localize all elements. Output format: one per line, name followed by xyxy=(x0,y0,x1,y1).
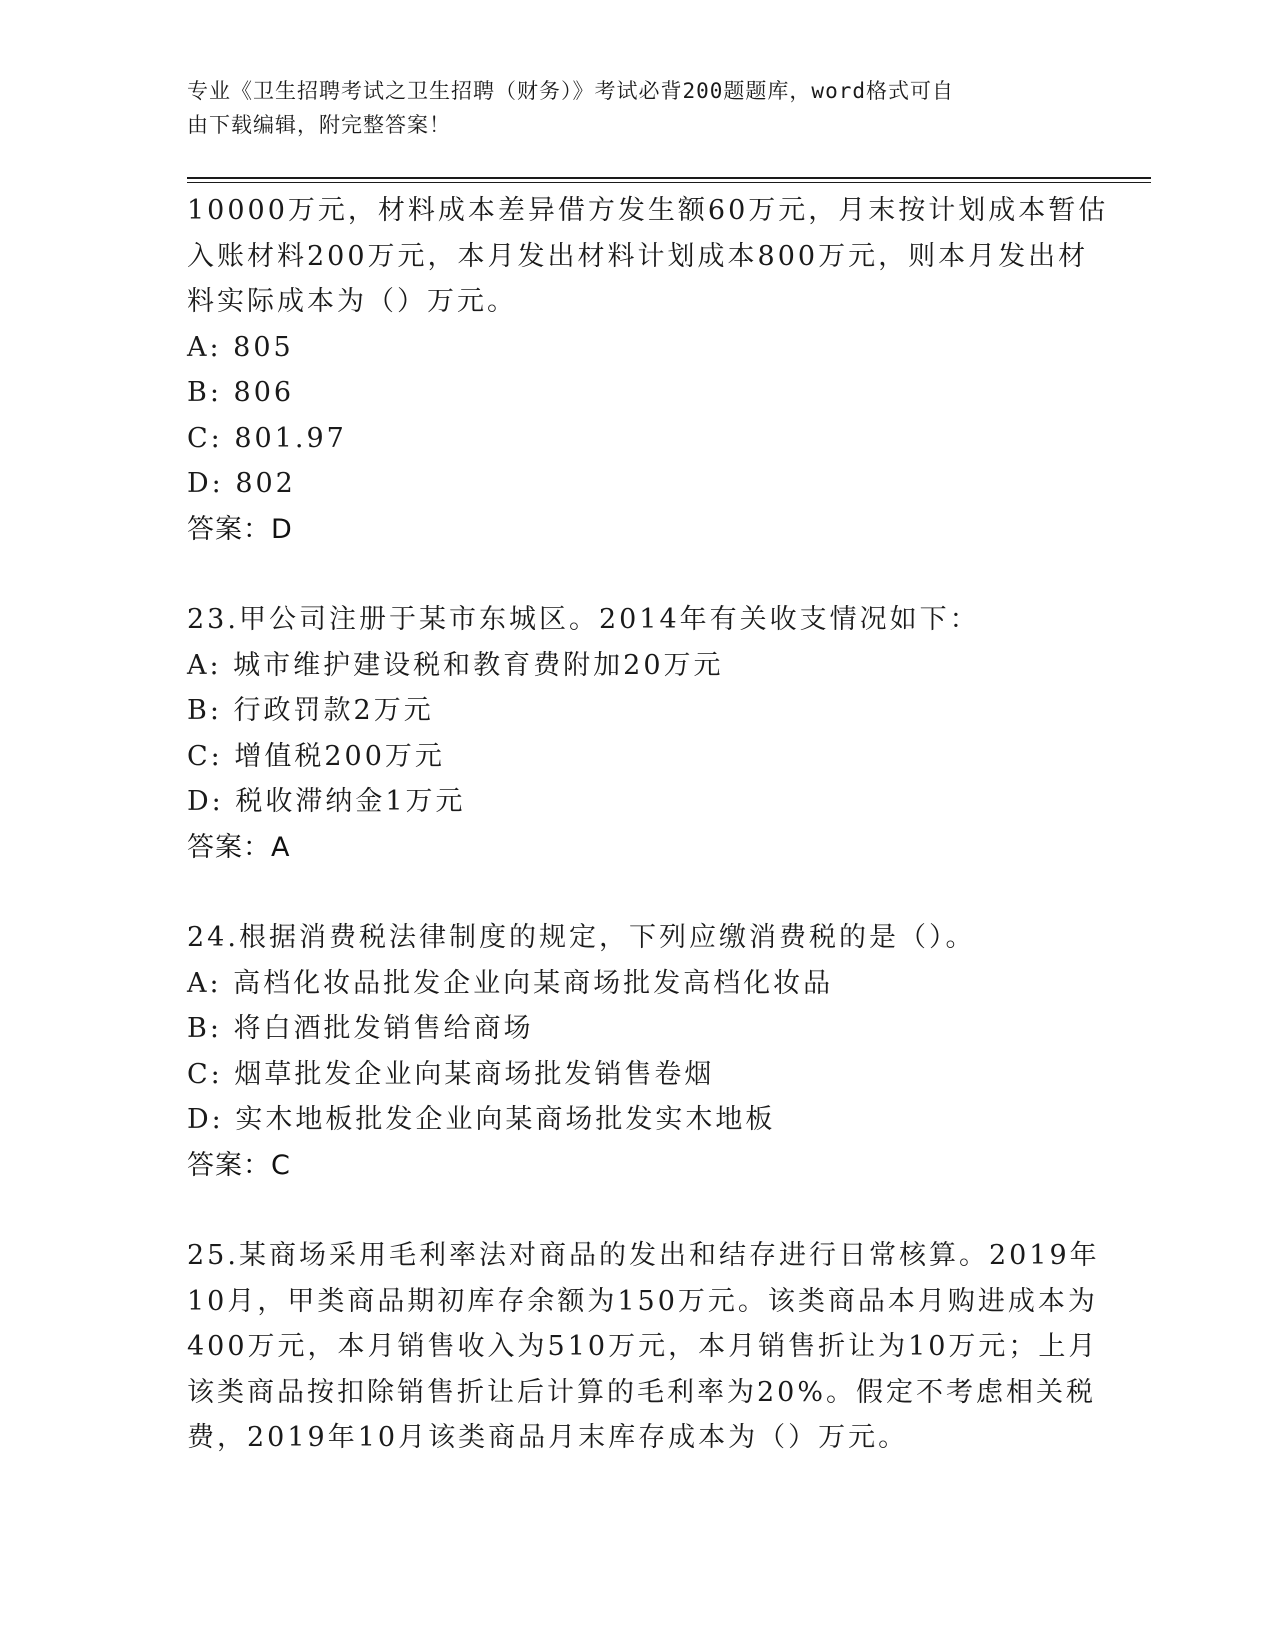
question-22-option-a: A: 805 xyxy=(187,331,294,363)
question-25-text-line-3: 400万元，本月销售收入为510万元，本月销售折让为10万元；上月 xyxy=(187,1331,1099,1362)
question-23-option-d: D: 税收滞纳金1万元 xyxy=(187,786,466,817)
document-header xyxy=(187,74,1067,142)
question-24-option-b: B: 将白酒批发销售给商场 xyxy=(187,1013,534,1044)
spacer xyxy=(187,552,1067,597)
question-25-text-line-4: 该类商品按扣除销售折让后计算的毛利率为20%。假定不考虑相关税 xyxy=(187,1376,1097,1408)
question-22-text-line-2: 入账材料200万元，本月发出材料计划成本800万元，则本月发出材 xyxy=(187,240,1089,272)
question-22 xyxy=(187,188,1109,552)
header-divider-thin xyxy=(187,182,1151,183)
question-22-text-line-3: 料实际成本为（）万元。 xyxy=(187,286,517,317)
question-24-option-d: D: 实木地板批发企业向某商场批发实木地板 xyxy=(187,1104,776,1135)
question-22-option-b: B: 806 xyxy=(187,377,295,408)
question-23-text: 23.甲公司注册于某市东城区。2014年有关收支情况如下： xyxy=(187,604,980,635)
spacer xyxy=(187,870,1067,915)
header-divider-thick xyxy=(187,177,1151,179)
question-24-text: 24.根据消费税法律制度的规定，下列应缴消费税的是（）。 xyxy=(187,922,976,953)
question-22-answer: 答案：D xyxy=(187,513,293,545)
question-22-option-d: D: 802 xyxy=(187,468,296,499)
question-24-option-a: A: 高档化妆品批发企业向某商场批发高档化妆品 xyxy=(187,967,834,999)
question-23 xyxy=(187,597,1067,870)
question-23-option-b: B: 行政罚款2万元 xyxy=(187,695,434,726)
header-line-1: 专业《卫生招聘考试之卫生招聘（财务）》考试必背200题题库，word格式可自 xyxy=(187,79,954,103)
header-line-2: 由下载编辑，附完整答案！ xyxy=(187,113,451,137)
question-24-answer: 答案：C xyxy=(187,1149,291,1181)
spacer xyxy=(187,1188,1067,1233)
question-24 xyxy=(187,915,1067,1188)
question-25 xyxy=(187,1233,1100,1461)
question-22-text-line-1: 10000万元，材料成本差异借方发生额60万元，月末按计划成本暂估 xyxy=(187,195,1109,226)
question-22-option-c: C: 801.97 xyxy=(187,422,347,454)
question-23-option-a: A: 城市维护建设税和教育费附加20万元 xyxy=(187,649,724,681)
question-24-option-c: C: 烟草批发企业向某商场批发销售卷烟 xyxy=(187,1058,715,1090)
question-25-text-line-2: 10月，甲类商品期初库存余额为150万元。该类商品本月购进成本为 xyxy=(187,1285,1098,1317)
question-23-answer: 答案：A xyxy=(187,831,291,863)
question-25-text-line-1: 25.某商场采用毛利率法对商品的发出和结存进行日常核算。2019年 xyxy=(187,1240,1100,1271)
question-25-text-line-5: 费，2019年10月该类商品月末库存成本为（）万元。 xyxy=(187,1422,909,1453)
question-23-option-c: C: 增值税200万元 xyxy=(187,740,445,772)
question-list xyxy=(187,188,1109,1461)
